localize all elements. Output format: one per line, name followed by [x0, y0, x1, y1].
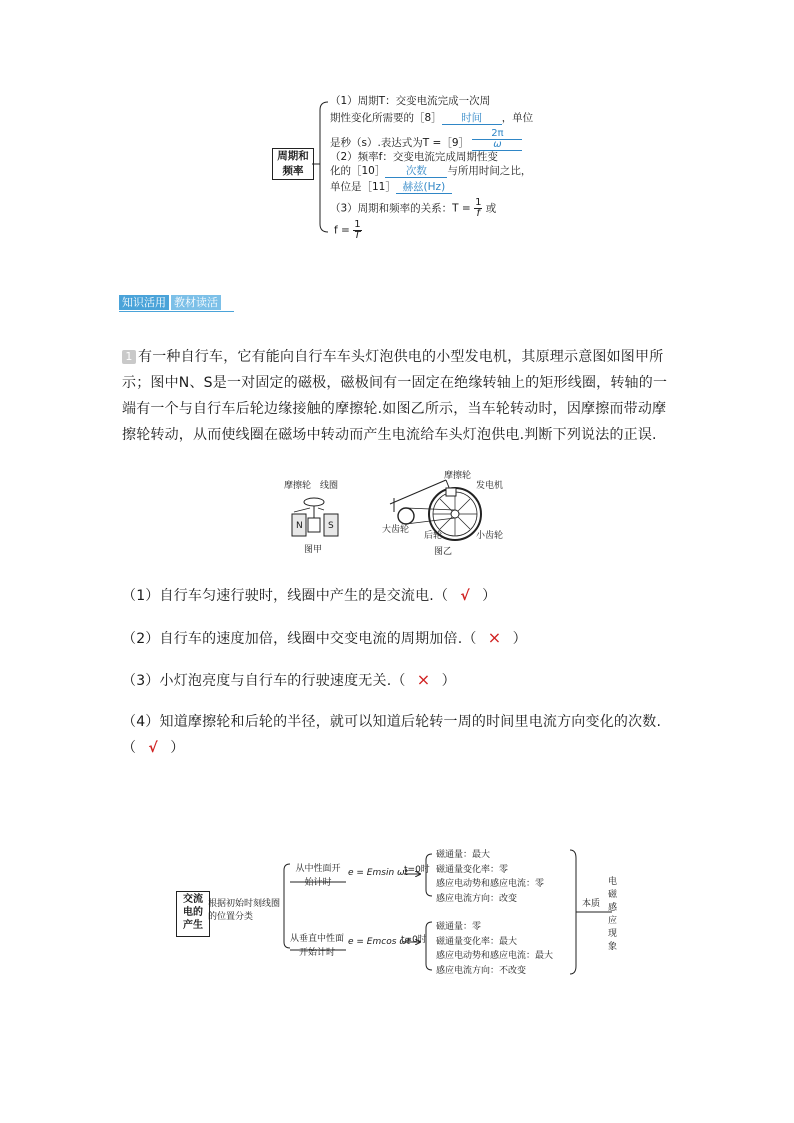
judgement-4: （4）知道摩擦轮和后轮的半径，就可以知道后轮转一周的时间里电流方向变化的次数.	[122, 714, 662, 730]
item-1-flux-rate: 磁通量变化率：零	[436, 864, 509, 875]
check-mark-icon: √	[460, 588, 470, 604]
item-2-emf: 感应电动势和感应电流：最大	[436, 951, 554, 961]
answer-10: 次数	[385, 166, 447, 178]
judgement-1: （1）自行车匀速行驶时，线圈中产生的是交流电.（ √ ）	[122, 583, 496, 609]
top-line-8: f = $\frac{1}{T}$	[334, 219, 361, 241]
item-2-direction: 感应电流方向：不改变	[436, 965, 527, 976]
answer-11: 赫兹(Hz)	[396, 182, 452, 194]
figure-yi	[380, 468, 520, 564]
top-line-4: （2）频率f：交变电流完成周期性变	[330, 151, 498, 163]
item-1-emf: 感应电动势和感应电流：零	[436, 879, 545, 889]
label-n-pole: N	[296, 521, 303, 531]
t0-2: t=0时	[401, 935, 427, 945]
item-1-direction: 感应电流方向：改变	[436, 893, 518, 904]
item-1-flux: 磁通量：最大	[436, 850, 491, 860]
judgement-2: （2）自行车的速度加倍，线圈中交变电流的周期加倍.（ × ）	[122, 625, 527, 652]
top-line-6: 单位是［11］ 赫兹(Hz)	[330, 182, 452, 194]
formula-2: e = Emcos ωt	[348, 937, 411, 947]
figure-jia	[280, 478, 360, 558]
section-tag-right: 教材读活	[171, 295, 221, 310]
section-tag	[119, 295, 221, 310]
branch-1: 从中性面开始计时	[295, 864, 341, 888]
items-2	[436, 920, 553, 978]
item-2-flux: 磁通量：零	[436, 922, 482, 932]
caption-yi: 图乙	[434, 547, 453, 557]
label-rear-wheel: 后轮	[424, 531, 443, 541]
check-mark-icon: √	[148, 740, 158, 756]
label-small-gear: 小齿轮	[476, 531, 504, 541]
t0-1: t=0时	[404, 865, 430, 875]
cross-mark-icon: ×	[416, 670, 431, 689]
top-line-2: 期性变化所需要的［8］ 时间 ，单位	[330, 112, 534, 124]
classify-text: 根据初始时刻线圈的位置分类	[208, 899, 281, 922]
cross-mark-icon: ×	[487, 628, 502, 647]
result-label: 电磁感应现象	[608, 877, 618, 952]
top-line-3: 是秒（s）.表达式为T =［9］ $\frac{2\pi}{\omega}$	[330, 132, 522, 154]
branch-2: 从垂直中性面开始计时	[289, 934, 344, 958]
label-coil: 线圈	[320, 481, 339, 491]
period-frequency-label: 周期和频率	[277, 150, 309, 177]
item-2-flux-rate: 磁通量变化率：最大	[436, 936, 518, 947]
label-big-gear: 大齿轮	[382, 525, 410, 535]
section-tag-left: 知识活用	[119, 295, 169, 310]
top-line-1: （1）周期T：交变电流完成一次周	[330, 95, 491, 107]
generator-schematic	[280, 492, 360, 542]
judgement-4-answer: （ √ ）	[122, 735, 184, 761]
answer-8: 时间	[442, 113, 502, 125]
top-line-5: 化的［10］ 次数 与所用时间之比，	[330, 165, 532, 177]
formula-1: e = Emsin ωt	[348, 868, 409, 878]
essence-label: 本质	[582, 899, 601, 909]
top-brace	[312, 100, 332, 234]
section-divider	[119, 311, 234, 312]
judgement-3: （3）小灯泡亮度与自行车的行驶速度无关.（ × ）	[122, 667, 456, 694]
label-s-pole: S	[328, 521, 334, 531]
label-friction-wheel-yi: 摩擦轮	[444, 471, 472, 481]
period-frequency-box	[272, 148, 314, 180]
question-paragraph: 1 有一种自行车，它有能向自行车车头灯泡供电的小型发电机，其原理示意图如图甲所示；图中N、S是一对固定的磁极，磁极间有一固定在绝缘转轴上的矩形线圈，转轴的一端有一个与自行车后轮边缘接触的摩擦轮.如图乙所示，当车轮转动时，因摩擦而带动摩擦轮转动，从而使线圈在磁场中转动而产生电流给车头灯泡供电.判断下列说法的正误.	[122, 349, 668, 443]
ac-generation-box: 交流电的产生	[176, 891, 210, 937]
caption-jia: 图甲	[304, 545, 323, 555]
question-number-badge: 1	[122, 350, 136, 364]
top-line-7: （3）周期和频率的关系：T = $\frac{1}{f}$ 或	[330, 197, 497, 219]
answer-9: $\frac{2\pi}{\omega}$	[472, 129, 522, 151]
label-friction-wheel-jia: 摩擦轮	[284, 481, 312, 491]
label-generator: 发电机	[476, 481, 504, 491]
items-1	[436, 848, 544, 906]
